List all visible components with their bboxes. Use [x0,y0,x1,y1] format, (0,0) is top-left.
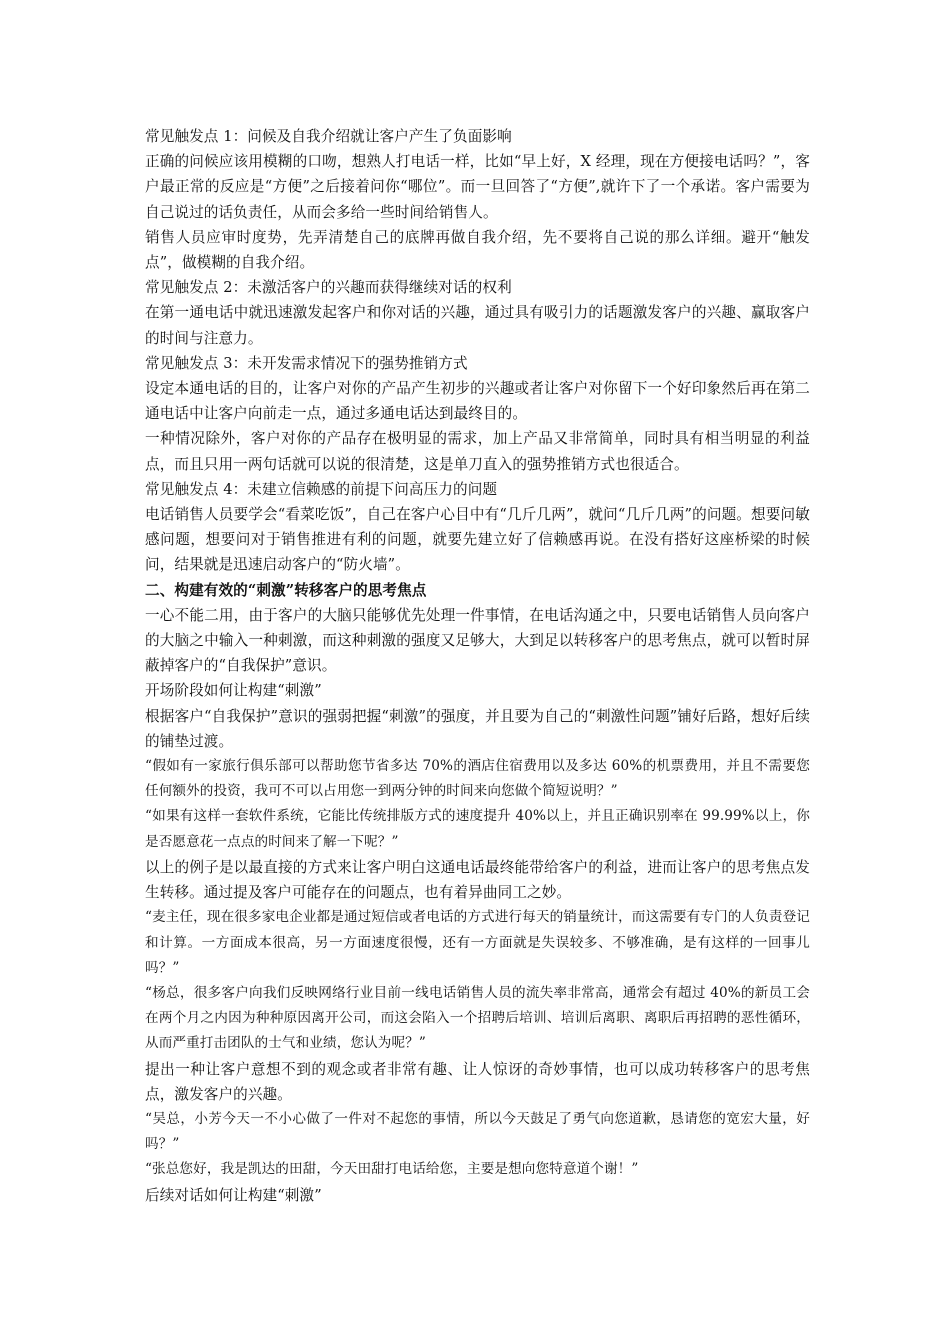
paragraph-interest-advice: 在第一通电话中就迅速激发起客户和你对话的兴趣，通过具有吸引力的话题激发客户的兴趣、赢取客户的时间与注意力。 [145,304,810,347]
paragraph-trigger-point-2-heading: 常见触发点 2：未激活客户的兴趣而获得继续对话的权利 [145,279,512,297]
paragraph-trigger-point-3-heading: 常见触发点 3：未开发需求情况下的强势推销方式 [145,354,468,372]
quote-software-system: “如果有这样一套软件系统，它能比传统排版方式的速度提升 40%以上，并且正确识别率在 99.99%以上，你是否愿意花一点点的时间来了解一下呢？” [145,808,810,850]
quote-manager-zhang: “张总您好，我是凯达的田甜，今天田甜打电话给您，主要是想向您特意道个谢！” [145,1161,639,1178]
paragraph-call-goal-advice: 设定本通电话的目的，让客户对你的产品产生初步的兴趣或者让客户对你留下一个好印象然后再在第二通电话中让客户向前走一点，通过多通电话达到最终目的。 [145,380,810,423]
paragraph-examples-explanation: 以上的例子是以最直接的方式来让客户明白这通电话最终能带给客户的利益，进而让客户的思考焦点发生转移。通过提及客户可能存在的问题点，也有着异曲同工之妙。 [145,858,810,902]
paragraph-follow-up-stimulus-heading: 后续对话如何让构建“刺激” [145,1186,322,1204]
paragraph-trigger-point-4-heading: 常见触发点 4：未建立信赖感的前提下问高压力的问题 [145,480,498,498]
paragraph-greeting-advice: 正确的问候应该用模糊的口吻，想熟人打电话一样，比如“早上好，X 经理，现在方便接电话吗？”，客户最正常的反应是“方便”之后接着问你“哪位”。而一旦回答了“方便”,就许下了一个承诺。客户需要为自己说过的话负责任，从而会多给一些时间给销售人。 [145,153,810,221]
paragraph-exception-advice: 一种情况除外，客户对你的产品存在极明显的需求，加上产品又非常简单，同时具有相当明显的利益点，而且只用一两句话就可以说的很清楚，这是单刀直入的强势推销方式也很适合。 [145,430,810,473]
quote-manager-yang: “杨总，很多客户向我们反映网络行业目前一线电话销售人员的流失率非常高，通常会有超过 40%的新员工会在两个月之内因为种种原因离开公司，而这会陷入一个招聘后培训、培训后离职、离职后再招聘的恶性循环，从而严重打击团队的士气和业绩，您认为呢？” [145,984,810,1052]
paragraph-opening-stimulus-heading: 开场阶段如何让构建“刺激” [145,682,322,700]
document-page [145,124,810,1208]
paragraph-focus-shift: 一心不能二用，由于客户的大脑只能够优先处理一件事情，在电话沟通之中，只要电话销售人员向客户的大脑之中输入一种刺激，而这种刺激的强度又足够大，大到足以转移客户的思考焦点，就可以暂时屏蔽掉客户的“自我保护”意识。 [145,606,810,675]
quote-manager-wu: “吴总，小芳今天一不小心做了一件对不起您的事情，所以今天鼓足了勇气向您道歉，恳请您的宽宏大量，好吗？” [145,1110,810,1153]
paragraph-trigger-point-1-heading: 常见触发点 1：问候及自我介绍就让客户产生了负面影响 [145,128,512,145]
paragraph-trust-advice: 电话销售人员要学会“看菜吃饭”，自己在客户心目中有“几斤几两”，就问“几斤几两”的问题。想要问敏感问题，想要问对于销售推进有利的问题，就要先建立好了信赖感再说。在没有搭好这座桥梁的时候问，结果就是迅速启动客户的“防火墙”。 [145,506,810,574]
quote-travel-club: “假如有一家旅行俱乐部可以帮助您节省多达 70%的酒店住宿费用以及多达 60%的机票费用，并且不需要您任何额外的投资，我可不可以占用您一到两分钟的时间来向您做个简短说明？” [145,758,810,800]
section-heading-stimulus: 二、构建有效的“刺激”转移客户的思考焦点 [145,581,427,599]
paragraph-stimulus-strength: 根据客户“自我保护”意识的强弱把握“刺激”的强度，并且要为自己的“刺激性问题”铺好后路，想好后续的铺垫过渡。 [145,707,810,750]
paragraph-self-intro-advice: 销售人员应审时度势，先弄清楚自己的底牌再做自我介绍，先不要将自己说的那么详细。避开“触发点”，做模糊的自我介绍。 [145,228,810,272]
paragraph-surprising-idea: 提出一种让客户意想不到的观念或者非常有趣、让人惊讶的奇妙事情，也可以成功转移客户的思考焦点，激发客户的兴趣。 [145,1060,810,1103]
quote-director-mai: “麦主任，现在很多家电企业都是通过短信或者电话的方式进行每天的销量统计，而这需要有专门的人负责登记和计算。一方面成本很高，另一方面速度很慢，还有一方面就是失误较多、不够准确，是有这样的一回事儿吗？” [145,909,810,976]
